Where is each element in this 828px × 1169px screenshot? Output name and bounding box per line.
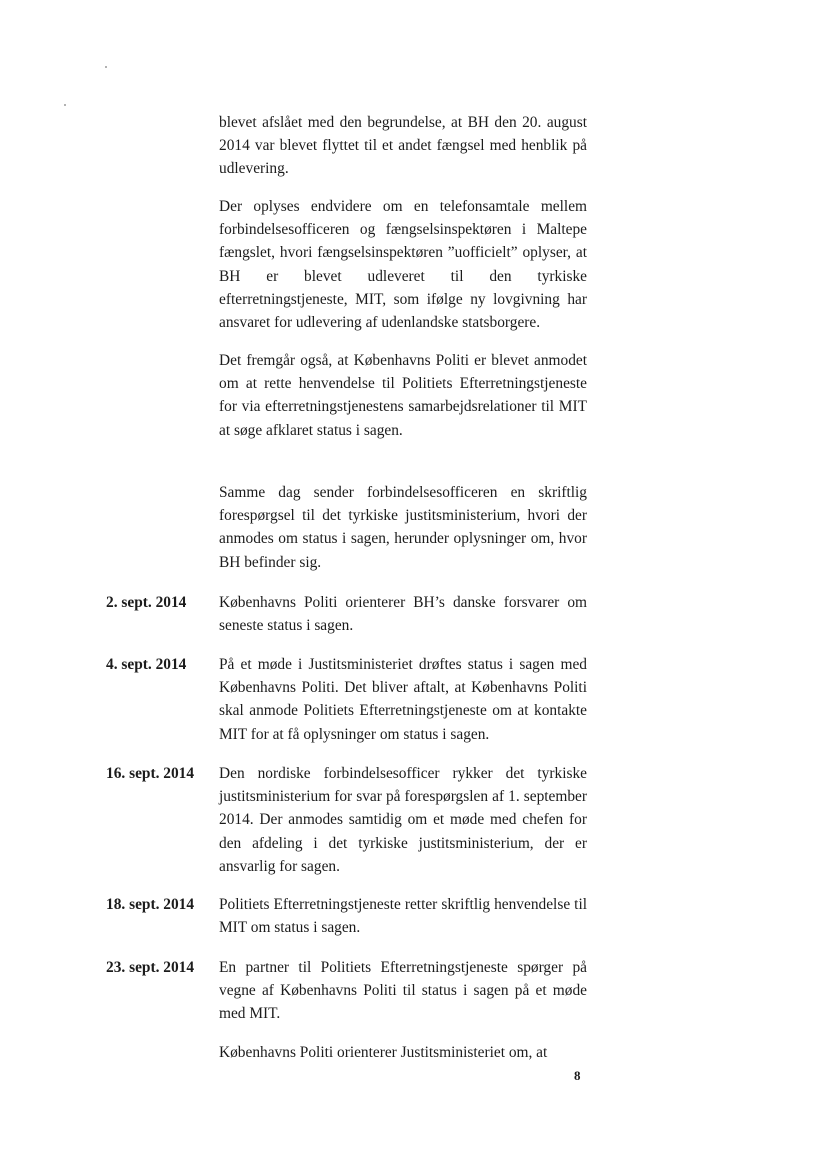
entry-date: 4. sept. 2014: [106, 656, 187, 673]
entry-text: Den nordiske forbindelsesofficer rykker det tyrkiske justitsministerium for svar på forespørgslen af 1. september 2014. Der anmodes samtidig om et møde med chefen for den afdeling i det tyrkiske justitsministerium, der er ansvarlig for sagen.: [219, 765, 587, 875]
entry-text: Politiets Efterretningstjeneste retter skriftlig henvendelse til MIT om status i sagen.: [219, 896, 587, 937]
entry-text: På et møde i Justitsministeriet drøftes status i sagen med Københavns Politi. Det bliver aftalt, at Københavns Politi skal anmode Politiets Efterretningstjeneste om at kontakte MIT for at få oplysninger om status i sagen.: [219, 656, 587, 743]
trailing-paragraph: Københavns Politi orienterer Justitsministeriet om, at: [219, 1044, 548, 1061]
continuation-paragraph: Der oplyses endvidere om en telefonsamtale mellem forbindelsesofficeren og fængselsinspektøren i Maltepe fængslet, hvori fængselsinspektøren ”uofficielt” oplyser, at BH er blevet udleveret til den tyrkiske efterretningstjeneste, MIT, som ifølge ny lovgivning har ansvaret for udlevering af udenlandske statsborgere.: [219, 198, 587, 332]
entry-date: 16. sept. 2014: [106, 765, 195, 782]
entry-text: Københavns Politi orienterer BH’s danske forsvarer om seneste status i sagen.: [219, 594, 587, 635]
continuation-paragraph: blevet afslået med den begrundelse, at BH den 20. august 2014 var blevet flyttet til et andet fængsel med henblik på udlevering.: [219, 114, 587, 178]
continuation-paragraph: Det fremgår også, at Københavns Politi er blevet anmodet om at rette henvendelse til Politiets Efterretningstjeneste for via efterretningstjenestens samarbejdsrelationer til MIT at søge afklaret status i sagen.: [219, 352, 587, 439]
entry-date: 18. sept. 2014: [106, 896, 195, 913]
entry-text: En partner til Politiets Efterretningstjeneste spørger på vegne af Københavns Politi til status i sagen på et møde med MIT.: [219, 959, 587, 1023]
continuation-paragraph: Samme dag sender forbindelsesofficeren en skriftlig forespørgsel til det tyrkiske justitsministerium, hvori der anmodes om status i sagen, herunder oplysninger om, hvor BH befinder sig.: [219, 484, 587, 571]
entry-date: 2. sept. 2014: [106, 594, 187, 611]
scan-speck: [64, 104, 66, 106]
page-number: 8: [574, 1068, 581, 1083]
scan-speck: [105, 66, 107, 68]
entry-date: 23. sept. 2014: [106, 959, 195, 976]
